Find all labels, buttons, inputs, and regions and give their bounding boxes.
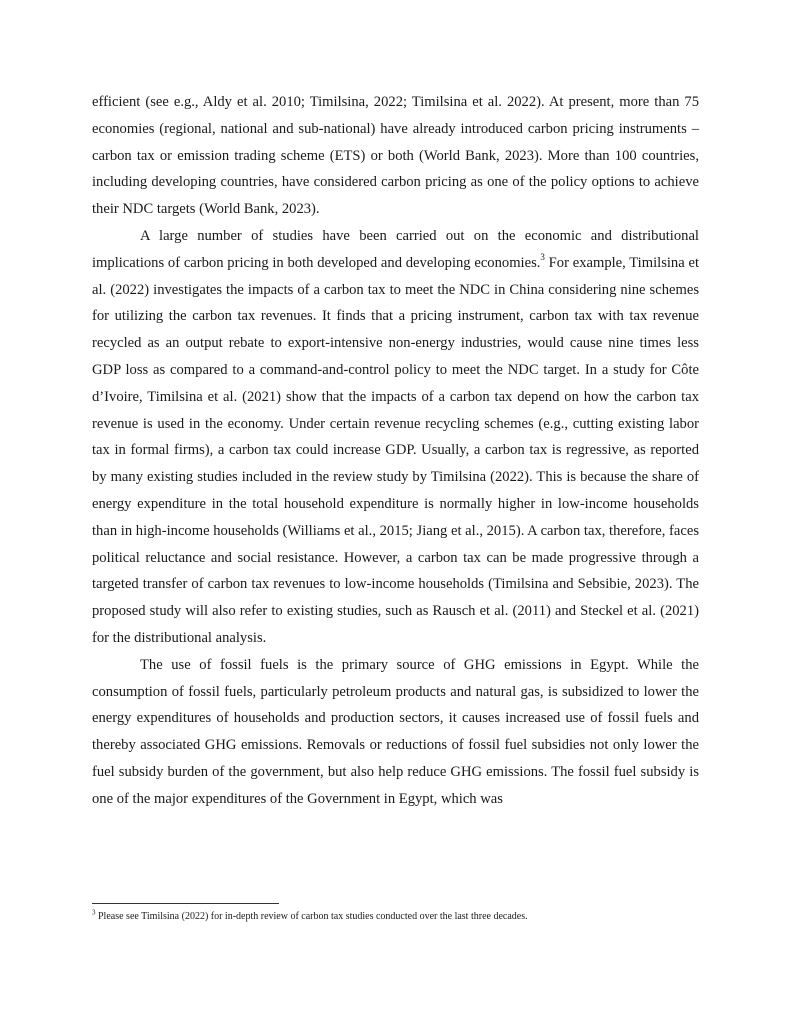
footnote-reference[interactable]: 3	[540, 251, 545, 262]
footnote-divider	[92, 903, 279, 904]
footnote	[92, 910, 699, 924]
paragraph: The use of fossil fuels is the primary source of GHG emissions in Egypt. While the consumption of fossil fuels, particularly petroleum products and natural gas, is subsidized to lower the energy expenditures of households and production sectors, it causes increased use of fossil fuels and thereby associated GHG emissions. Removals or reductions of fossil fuel subsidies not only lower the fuel subsidy burden of the government, but also help reduce GHG emissions. The fossil fuel subsidy is one of the major expenditures of the Government in Egypt, which was	[92, 656, 699, 807]
paragraph-text: A large number of studies have been carried out on the economic and distributional implications of carbon pricing in both developed and developing economies.	[92, 227, 699, 271]
body-text	[92, 89, 699, 813]
paragraph: efficient (see e.g., Aldy et al. 2010; Timilsina, 2022; Timilsina et al. 2022). At present, more than 75 economies (regional, national and sub-national) have already introduced carbon pricing instruments – carbon tax or emission trading scheme (ETS) or both (World Bank, 2023). More than 100 countries, including developing countries, have considered carbon pricing as one of the policy options to achieve their NDC targets (World Bank, 2023).	[92, 94, 699, 218]
footnote-marker: 3	[92, 908, 96, 917]
footnote-text: Please see Timilsina (2022) for in-depth review of carbon tax studies conducted over the last three decades.	[95, 911, 528, 922]
paragraph	[92, 223, 699, 652]
paragraph-text: For example, Timilsina et al. (2022) investigates the impacts of a carbon tax to meet the NDC in China considering nine schemes for utilizing the carbon tax revenues. It finds that a pricing instrument, carbon tax with tax revenue recycled as an output rebate to export-intensive non-energy industries, would cause nine times less GDP loss as compared to a command-and-control policy to meet the NDC target. In a study for Côte d’Ivoire, Timilsina et al. (2021) show that the impacts of a carbon tax depend on how the carbon tax revenue is used in the economy. Under certain revenue recycling schemes (e.g., cutting existing labor tax in formal firms), a carbon tax could increase GDP. Usually, a carbon tax is regressive, as reported by many existing studies included in the review study by Timilsina (2022). This is because the share of energy expenditure in the total household expenditure is normally higher in low-income households than in high-income households (Williams et al., 2015; Jiang et al., 2015). A carbon tax, therefore, faces political reluctance and social resistance. However, a carbon tax can be made progressive through a targeted transfer of carbon tax revenues to low-income households (Timilsina and Sebsibie, 2023). The proposed study will also refer to existing studies, such as Rausch et al. (2011) and Steckel et al. (2021) for the distributional analysis.	[92, 254, 699, 646]
